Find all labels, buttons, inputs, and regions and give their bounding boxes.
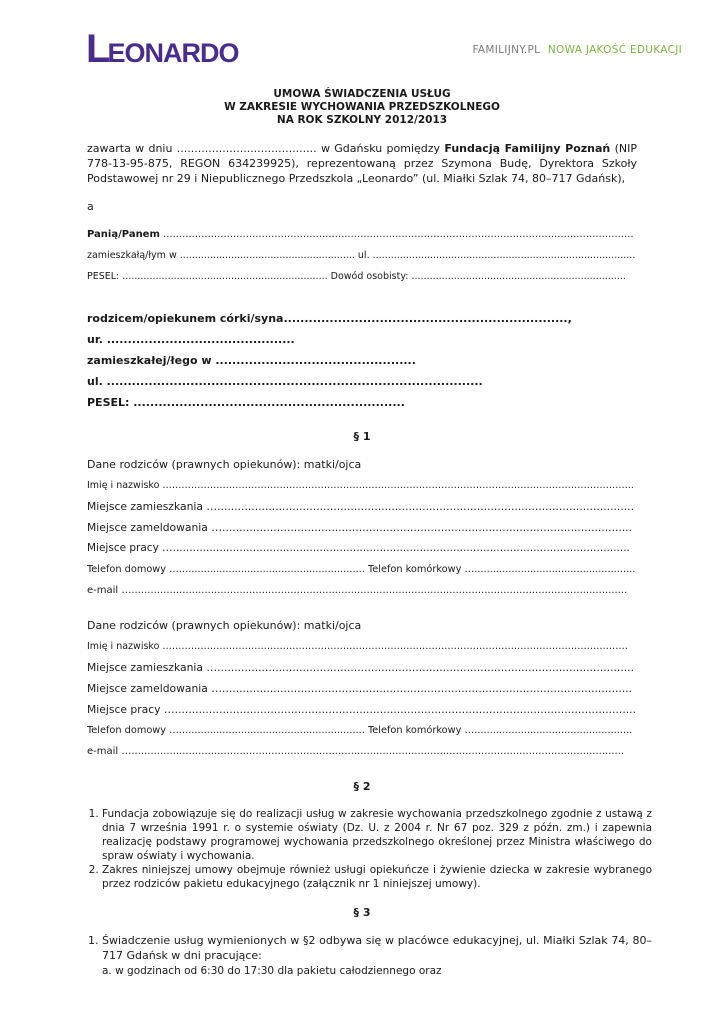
group1-email-row: e-mail …............................................................................................................................................................ [87,585,628,596]
brand-site: FAMILIJNY.PL [472,44,541,56]
pania-dots: .................................................................................................................................................... [159,229,634,240]
group2-name-row: Imię i nazwisko ………………………………………………………………………………………………………………………………… [87,641,628,652]
group2-email-row: e-mail …........................................................................................................................................................... [87,746,625,757]
pania-panem-row [87,227,634,242]
group2-residence-row: Miejsce zamieszkania ….......................................................................................................................... [87,661,635,674]
intro-part-1: zawarta w dniu ........................................ w Gdańsku pomiędzy [87,142,445,155]
pania-label: Panią/Panem [87,229,160,240]
zamieszkala-row: zamieszkałą/łym w .......................................................... ul. ....................................................................................... [87,250,636,261]
group1-residence-row: Miejsce zamieszkania ….......................................................................................................................... [87,500,635,513]
group1-name-row: Imię i nazwisko ………………………………………………………………………………………………………………………………….. [87,480,634,491]
familijny-brand [473,44,682,56]
parents-heading-1: Dane rodziców (prawnych opiekunów): matki/ojca [87,458,362,471]
ur-row: ur. ............................................. [87,333,295,346]
pesel-child-row: PESEL: ................................................................. [87,396,405,409]
section-2-item-1: 1. Fundacja zobowiązuje się do realizacji usług w zakresie wychowania przedszkolnego zgodnie z ustawą z dnia 7 września 1991 r. o systemie oświaty (Dz. U. z 2004 r. Nr 67 poz. 329 z późn. zm.) i zapewnia realizację podstawy programowej wychowania przedszkolnego określonej przez Ministra właściwego do spraw oświaty i wychowania. [102,807,652,863]
section-1-heading: § 1 [353,430,371,443]
section-3-sub-a: a. w godzinach od 6:30 do 17:30 dla pakietu całodziennego oraz [102,965,442,977]
rodzic-row: rodzicem/opiekunem córki/syna...................................................................., [87,312,572,325]
title-line-3: NA ROK SZKOLNY 2012/2013 [276,114,448,126]
brand-slogan: NOWA JAKOŚĆ EDUKACJI [547,44,682,56]
title-line-2: W ZAKRESIE WYCHOWANIA PRZEDSZKOLNEGO [224,101,500,113]
logo-letter-l: L [86,27,110,71]
conjunction-a: a [87,200,94,213]
ul-row: ul. .......................................................................................... [87,375,483,388]
parents-heading-2: Dane rodziców (prawnych opiekunów): matki/ojca [87,619,362,632]
section-3-item-1-text: Świadczenie usług wymienionych w §2 odbywa się w placówce edukacyjnej, ul. Miałki Szlak 74, 80–717 Gdańsk w dni pracujące: [102,934,652,962]
group1-phone-row: Telefon domowy …............................................................ Telefon komórkowy ….................................................... [87,564,636,575]
logo-text: EONARDO [107,38,239,68]
intro-paragraph [87,141,637,186]
group2-registration-row: Miejsce zameldowania …........................................................................................................................ [87,682,633,695]
leonardo-logo [86,27,239,71]
intro-part-2: (NIP 778-13-95-875, REGON 634239925), reprezentowaną przez Szymona Budę, Dyrektora Szkoły Podstawowej nr 29 i Niepublicznego Przedszkola „Leonardo” (ul. Miałki Szlak 74, 80–717 Gdańsk), [87,142,637,185]
section-2-heading: § 2 [353,780,371,793]
group1-registration-row: Miejsce zameldowania …........................................................................................................................ [87,521,633,534]
section-3-heading: § 3 [353,906,371,919]
section-2-item-2: 2. Zakres niniejszej umowy obejmuje również usługi opiekuńcze i żywienie dziecka w zakresie wybranego przez rodziców pakietu edukacyjnego (załącznik nr 1 niniejszej umowy). [102,863,652,891]
pesel-row: PESEL: .................................................................... Dowód osobisty: ....................................................................... [87,271,626,282]
zamieszkalej-row: zamieszkałej/łego w ................................................ [87,354,416,367]
group2-phone-row: Telefon domowy …............................................................ Telefon komórkowy …................................................... [87,725,633,736]
intro-foundation: Fundacją Familijny Poznań [444,142,611,155]
section-3-item-1 [102,933,652,979]
group2-work-row: Miejsce pracy …....................................................................................................................................... [87,703,636,716]
title-line-1: UMOWA ŚWIADCZENIA USŁUG [273,88,451,100]
group1-work-row: Miejsce pracy …......................................................................................................................................... [87,542,630,554]
section-2-list [87,807,652,891]
section-3-list [87,933,652,979]
